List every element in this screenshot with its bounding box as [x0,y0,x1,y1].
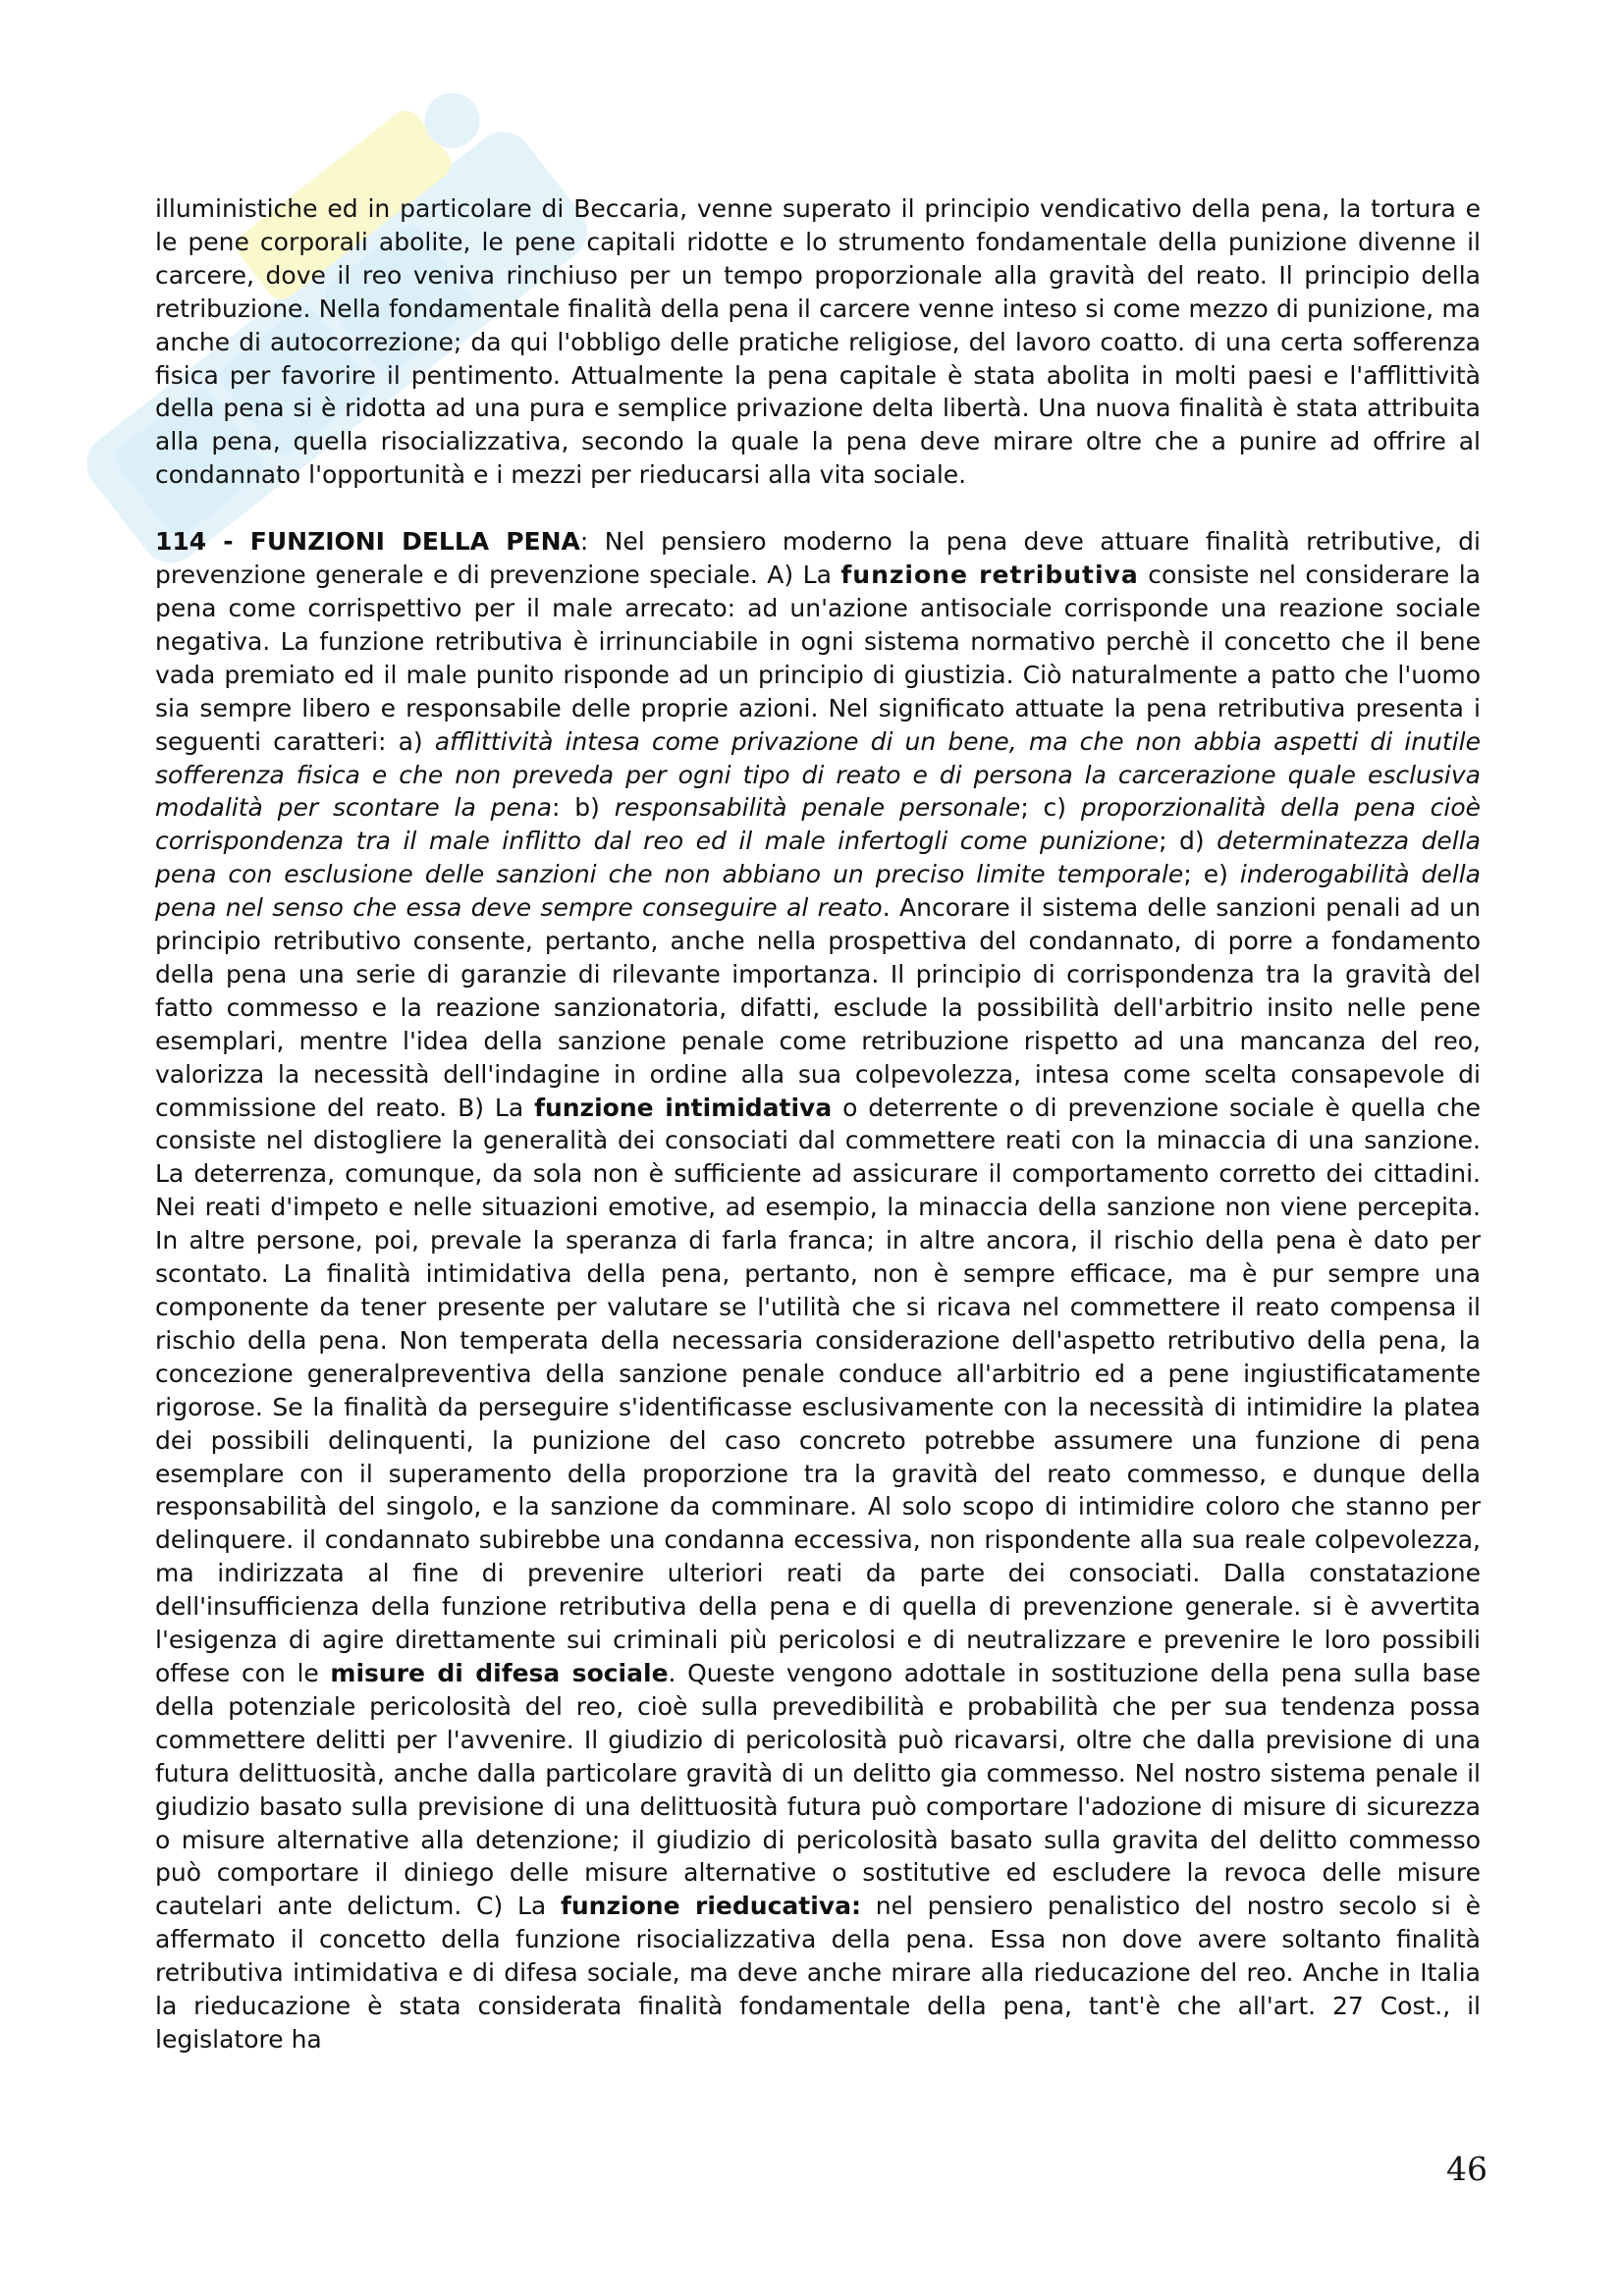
document-body [155,192,1481,2056]
text-run: : Nel pensiero moderno la pena deve attuare finalità retributive, di prevenzione generale e di prevenzione speciale. A) La [155,527,1481,590]
paragraph-text: illuministiche ed in particolare di Beccaria, venne superato il principio vendicativo della pena, la tortura e le pene corporali abolite, le pene capitali ridotte e lo strumento fondamentale della punizione divenne il carcere, dove il reo veniva rinchiuso per un tempo proporzionale alla gravità del reato. Il principio della retribuzione. Nella fondamentale finalità della pena il carcere venne inteso si come mezzo di punizione, ma anche di autocorrezione; da qui l'obbligo delle pratiche religiose, del lavoro coatto. di una certa sofferenza fisica per favorire il pentimento. Attualmente la pena capitale è stata abolita in molti paesi e l'afflittività della pena si è ridotta ad una pura e semplice privazione delta libertà. Una nuova finalità è stata attribuita alla pena, quella risocializzativa, secondo la quale la pena deve mirare oltre che a punire ad offrire al condannato l'opportunità e i mezzi per rieducarsi alla vita sociale. [155,194,1481,490]
keyword-funzione-retributiva: funzione retributiva [840,561,1139,590]
text-run: ; c) [1020,793,1081,823]
italic-afflittivita: afflittività intesa come privazione di un bene, ma che non abbia aspetti di inutile sofferenza fisica e che non preveda per ogni tipo di reato e di persona la carcerazione quale esclusiva modalità per scontare la pena [155,726,1481,823]
keyword-funzione-rieducativa: funzione rieducativa: [561,1892,861,1921]
text-run: . Queste vengono adottale in sostituzione della pena sulla base della potenziale pericolosità del reo, cioè sulla prevedibilità e probabilità che per sua tendenza possa commettere delitti per l'avvenire. Il giudizio di pericolosità può ricavarsi, oltre che dalla previsione di una futura delittuosità, anche dalla particolare gravità di un delitto gia commesso. Nel nostro sistema penale il giudizio basato sulla previsione di una delittuosità futura può comportare l'adozione di misure di sicurezza o misure alternative alla detenzione; il giudizio di pericolosità basato sulla gravita del delitto commesso può comportare il diniego delle misure alternative o sostitutive ed escludere la revoca delle misure cautelari ante delictum. C) La [155,1658,1482,1921]
text-run: . Ancorare il sistema delle sanzioni penali ad un principio retributivo consente, pertanto, anche nella prospettiva del condannato, di porre a fondamento della pena una serie di garanzie di rilevante importanza. Il principio di corrispondenza tra la gravità del fatto commesso e la reazione sanzionatoria, difatti, esclude la possibilità dell'arbitrio insito nelle pene esemplari, mentre l'idea della sanzione penale come retribuzione rispetto ad una mancanza del reo, valorizza la necessità dell'indagine in ordine alla sua colpevolezza, intesa come scelta consapevole di commissione del reato. B) La [155,893,1481,1122]
text-run: consiste nel considerare la pena come corrispettivo per il male arrecato: ad un'azione antisociale corrisponde una reazione sociale negativa. La funzione retributiva è irrinunciabile in ogni sistema normativo perchè il concetto che il bene vada premiato ed il male punito risponde ad un principio di giustizia. Ciò naturalmente a patto che l'uomo sia sempre libero e responsabile delle proprie azioni. Nel significato attuate la pena retributiva presenta i seguenti caratteri: a) [155,561,1481,756]
italic-proporzionalita: proporzionalità della pena cioè corrispondenza tra il male inflitto dal reo ed il male infertogli come punizione [155,793,1481,856]
italic-determinatezza: determinatezza della pena con esclusione delle sanzioni che non abbiano un preciso limite temporale [155,827,1481,889]
text-run: ; d) [1159,827,1217,856]
italic-inderogabilita: inderogabilità della pena nel senso che essa deve sempre conseguire al reato [155,860,1481,923]
text-run: o deterrente o di prevenzione sociale è quella che consiste nel distogliere la generalità dei consociati dal commettere reati con la minaccia di una sanzione. La deterrenza, comunque, da sola non è sufficiente ad assicurare il comportamento corretto dei cittadini. Nei reati d'impeto e nelle situazioni emotive, ad esempio, la minaccia della sanzione non viene percepita. In altre persone, poi, prevale la speranza di farla franca; in altre ancora, il rischio della pena è dato per scontato. La finalità intimidativa della pena, pertanto, non è sempre efficace, ma è pur sempre una componente da tener presente per valutare se l'utilità che si ricava nel commettere il reato compensa il rischio della pena. Non temperata della necessaria considerazione dell'aspetto retributivo della pena, la concezione generalpreventiva della sanzione penale conduce all'arbitrio ed a pene ingiustificatamente rigorose. Se la finalità da perseguire s'identificasse esclusivamente con la necessità di intimidire la platea dei possibili delinquenti, la punizione del caso concreto potrebbe assumere una funzione di pena esemplare con il superamento della proporzione tra la gravità del reato commesso, e dunque della responsabilità del singolo, e la sanzione da comminare. Al solo scopo di intimidire coloro che stanno per delinquere. il condannato subirebbe una condanna eccessiva, non rispondente alla sua reale colpevolezza, ma indirizzata al fine di prevenire ulteriori reati da parte dei consociati. Dalla constatazione dell'insufficienza della funzione retributiva della pena e di quella di prevenzione generale. si è avvertita l'esigenza di agire direttamente sui criminali più pericolosi e di neutralizzare e prevenire le loro possibili offese con le [155,1093,1482,1687]
page-number: 46 [1446,2150,1488,2188]
text-run: : b) [552,793,615,823]
keyword-funzione-intimidativa: funzione intimidativa [534,1093,833,1122]
paragraph-funzioni [155,525,1481,2056]
italic-responsabilita: responsabilità penale personale [614,793,1021,823]
text-run: nel pensiero penalistico del nostro secolo si è affermato il concetto della funzione risocializzativa della pena. Essa non dove avere soltanto finalità retributiva intimidativa e di difesa sociale, ma deve anche mirare alla rieducazione del reo. Anche in Italia la rieducazione è stata considerata finalità fondamentale della pena, tant'è che all'art. 27 Cost., il legislatore ha [155,1892,1481,2054]
paragraph-gap [155,492,1481,525]
paragraph-intro [155,192,1481,492]
text-run: ; e) [1183,860,1240,889]
section-heading: 114 - FUNZIONI DELLA PENA [155,527,580,557]
keyword-misure-difesa-sociale: misure di difesa sociale [330,1658,669,1687]
